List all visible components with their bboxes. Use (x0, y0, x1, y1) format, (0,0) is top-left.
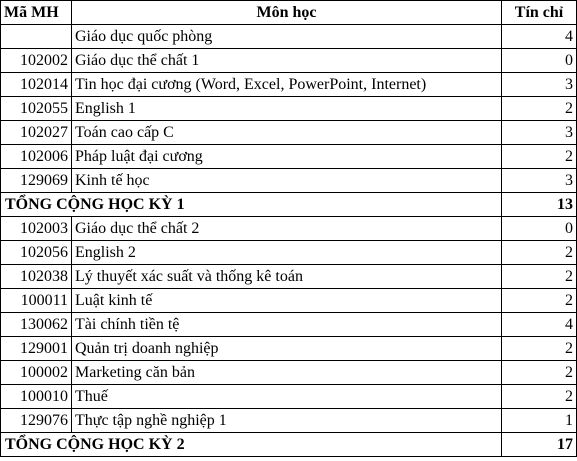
semester-1-total-label: TỔNG CỘNG HỌC KỲ 1 (1, 193, 502, 217)
course-code (1, 25, 72, 49)
table-row (1, 73, 577, 97)
course-credits: 3 (502, 169, 577, 193)
table-row (1, 337, 577, 361)
table-row (1, 217, 577, 241)
course-name: Tin học đại cương (Word, Excel, PowerPoint, Internet) (72, 73, 502, 97)
course-code: 102002 (1, 49, 72, 73)
course-credits: 2 (502, 385, 577, 409)
semester-2-total-credits: 17 (502, 433, 577, 457)
course-code: 100002 (1, 361, 72, 385)
course-credits: 0 (502, 217, 577, 241)
course-name: Thuế (72, 385, 502, 409)
header-course-code: Mã MH (1, 1, 72, 25)
table-row (1, 289, 577, 313)
header-credits: Tín chỉ (502, 1, 577, 25)
course-credits: 2 (502, 337, 577, 361)
course-name: Thực tập nghề nghiệp 1 (72, 409, 502, 433)
course-code: 129069 (1, 169, 72, 193)
table-row (1, 241, 577, 265)
course-code: 130062 (1, 313, 72, 337)
table-row (1, 409, 577, 433)
course-name: English 2 (72, 241, 502, 265)
course-name: Toán cao cấp C (72, 121, 502, 145)
course-credits: 2 (502, 289, 577, 313)
course-code: 102056 (1, 241, 72, 265)
semester-2-total-row (1, 433, 577, 457)
header-course-name: Môn học (72, 1, 502, 25)
semester-1-total-row (1, 193, 577, 217)
course-credits: 2 (502, 265, 577, 289)
course-credits: 2 (502, 145, 577, 169)
course-name: Giáo dục quốc phòng (72, 25, 502, 49)
table-row (1, 97, 577, 121)
course-name: Giáo dục thể chất 2 (72, 217, 502, 241)
table-row (1, 313, 577, 337)
table-row (1, 361, 577, 385)
course-credits: 4 (502, 313, 577, 337)
course-credits: 0 (502, 49, 577, 73)
table-row (1, 25, 577, 49)
course-code: 102003 (1, 217, 72, 241)
table-row (1, 265, 577, 289)
course-credits: 2 (502, 241, 577, 265)
semester-2-total-label: TỔNG CỘNG HỌC KỲ 2 (1, 433, 502, 457)
course-code: 102006 (1, 145, 72, 169)
course-credits: 4 (502, 25, 577, 49)
course-name: Lý thuyết xác suất và thống kê toán (72, 265, 502, 289)
course-name: English 1 (72, 97, 502, 121)
course-credits: 3 (502, 73, 577, 97)
course-code: 102027 (1, 121, 72, 145)
table-row (1, 145, 577, 169)
semester-1-total-credits: 13 (502, 193, 577, 217)
course-code: 129076 (1, 409, 72, 433)
course-name: Marketing căn bản (72, 361, 502, 385)
course-code: 102014 (1, 73, 72, 97)
table-row (1, 169, 577, 193)
header-row (1, 1, 577, 25)
course-name: Giáo dục thể chất 1 (72, 49, 502, 73)
course-code: 129001 (1, 337, 72, 361)
course-credits: 1 (502, 409, 577, 433)
table-row (1, 385, 577, 409)
course-code: 100011 (1, 289, 72, 313)
course-code: 102038 (1, 265, 72, 289)
course-name: Kinh tế học (72, 169, 502, 193)
course-name: Pháp luật đại cương (72, 145, 502, 169)
course-name: Tài chính tiền tệ (72, 313, 502, 337)
course-credits: 2 (502, 361, 577, 385)
course-credits: 3 (502, 121, 577, 145)
course-credits: 2 (502, 97, 577, 121)
course-name: Quản trị doanh nghiệp (72, 337, 502, 361)
course-code: 100010 (1, 385, 72, 409)
table-row (1, 121, 577, 145)
course-code: 102055 (1, 97, 72, 121)
course-name: Luật kinh tế (72, 289, 502, 313)
table-row (1, 49, 577, 73)
